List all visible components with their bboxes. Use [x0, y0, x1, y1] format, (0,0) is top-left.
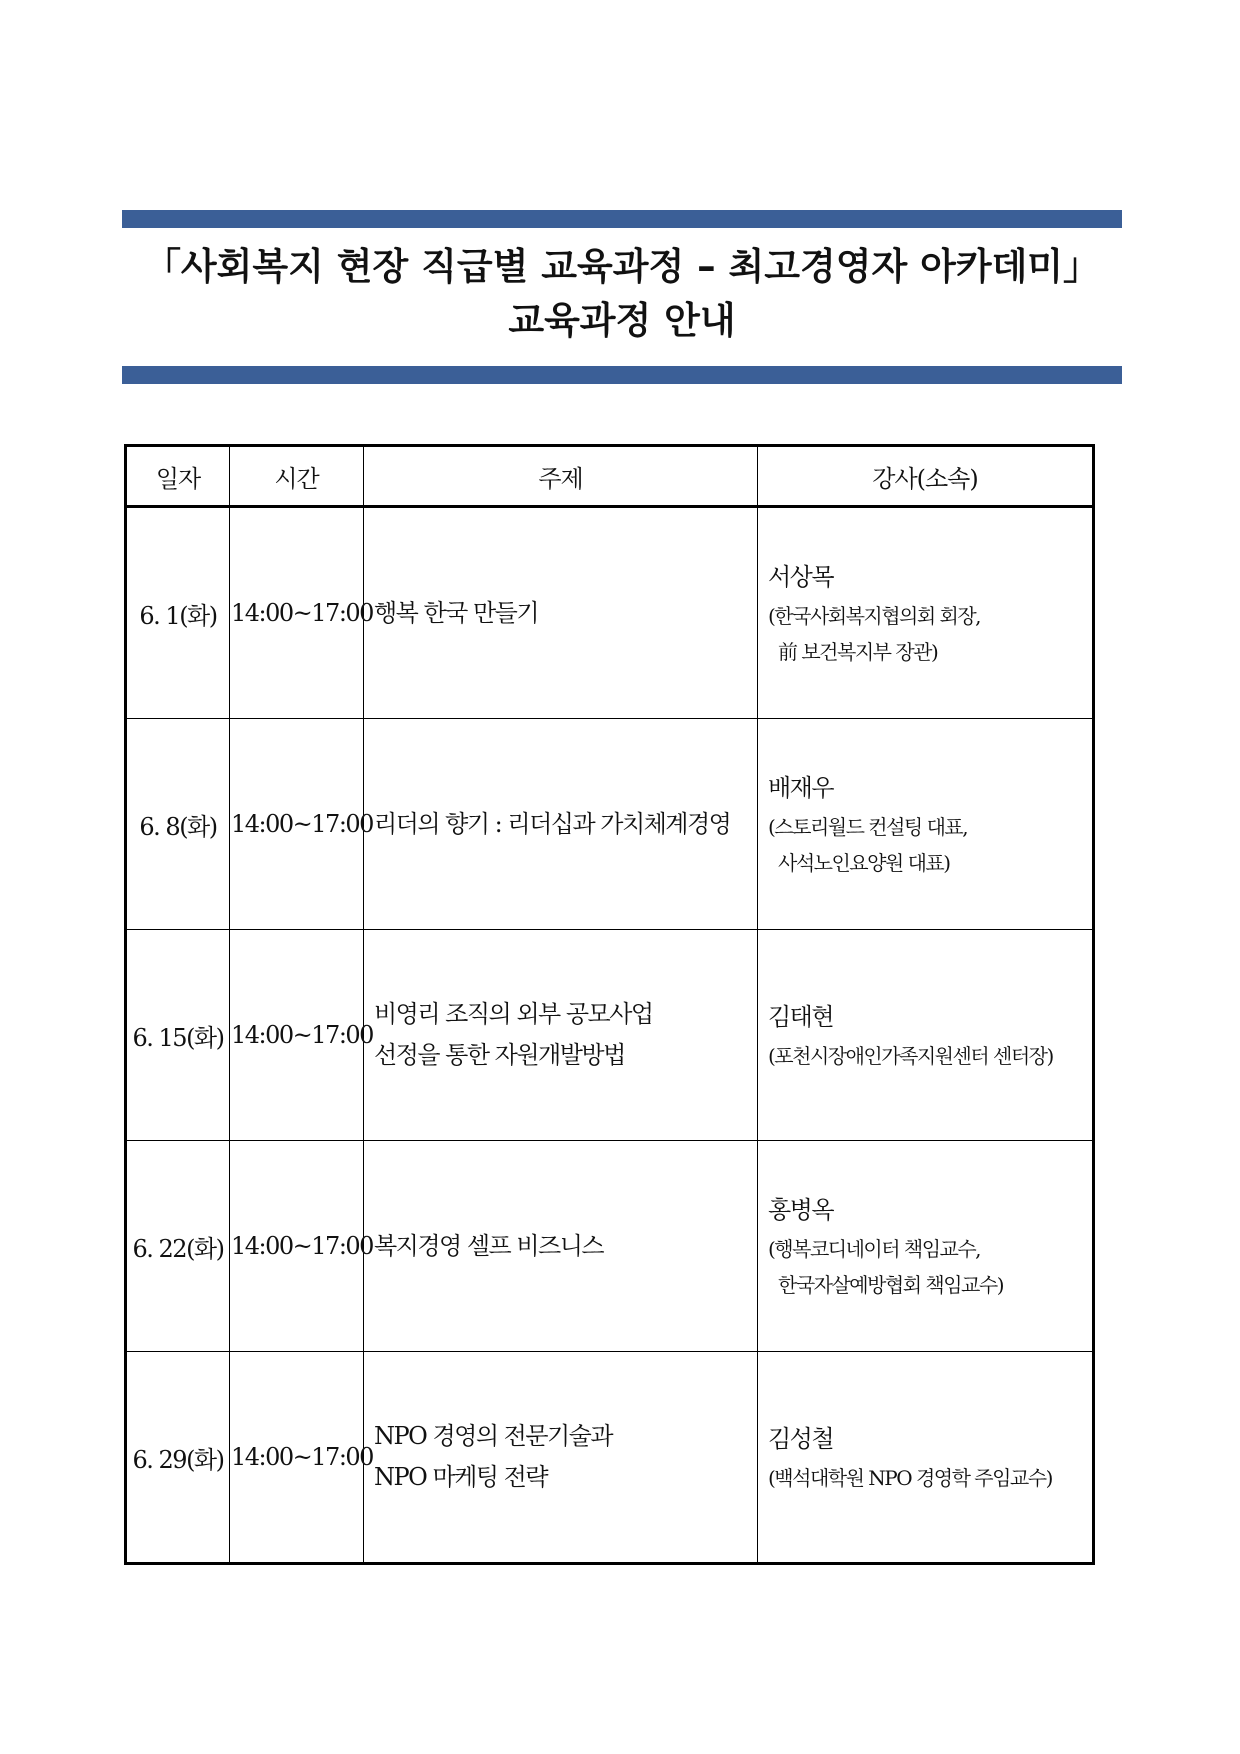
affiliation-line: (포천시장애인가족지원센터 센터장) [768, 1044, 1053, 1068]
speaker-name: 배재우 [768, 774, 834, 802]
time-cell: 14:00~17:00 [230, 1352, 364, 1564]
table-header-row [126, 446, 1094, 507]
speaker-affiliation [768, 598, 1091, 670]
date-cell: 6. 22(화) [126, 1141, 230, 1352]
schedule-table [124, 444, 1095, 1565]
table-row [126, 1352, 1094, 1564]
table-row [126, 1141, 1094, 1352]
date-cell: 6. 15(화) [126, 930, 230, 1141]
column-header-date: 일자 [126, 446, 230, 507]
topic-cell [364, 930, 758, 1141]
affiliation-line: (한국사회복지협의회 회장, [768, 604, 981, 628]
table-row [126, 719, 1094, 930]
speaker-affiliation [768, 809, 1091, 881]
affiliation-line: 한국자살예방협회 책임교수) [778, 1273, 1003, 1297]
topic-line: 복지경영 셀프 비즈니스 [374, 1231, 604, 1260]
topic-cell [364, 719, 758, 930]
topic-cell [364, 507, 758, 719]
speaker-cell [758, 1352, 1094, 1564]
speaker-affiliation [768, 1231, 1091, 1303]
time-cell: 14:00~17:00 [230, 719, 364, 930]
column-header-speaker: 강사(소속) [758, 446, 1094, 507]
affiliation-line: (백석대학원 NPO 경영학 주임교수) [768, 1466, 1052, 1490]
topic-line: 리더의 향기 : 리더십과 가치체계경영 [374, 809, 731, 838]
date-cell: 6. 1(화) [126, 507, 230, 719]
speaker-name: 김성철 [768, 1425, 834, 1453]
table-row [126, 930, 1094, 1141]
speaker-affiliation [768, 1460, 1091, 1496]
affiliation-line: (스토리월드 컨설팅 대표, [768, 815, 968, 839]
time-cell: 14:00~17:00 [230, 507, 364, 719]
topic-cell [364, 1141, 758, 1352]
title-line-2: 교육과정 안내 [508, 299, 736, 342]
speaker-name: 홍병옥 [768, 1196, 834, 1224]
time-cell: 14:00~17:00 [230, 930, 364, 1141]
speaker-cell [758, 719, 1094, 930]
date-cell: 6. 29(화) [126, 1352, 230, 1564]
topic-line: 행복 한국 만들기 [374, 598, 539, 627]
column-header-topic: 주제 [364, 446, 758, 507]
speaker-cell [758, 507, 1094, 719]
speaker-name: 김태현 [768, 1003, 834, 1031]
column-header-time: 시간 [230, 446, 364, 507]
topic-line: 선정을 통한 자원개발방법 [374, 1041, 625, 1069]
speaker-cell [758, 1141, 1094, 1352]
topic-line: NPO 경영의 전문기술과 [374, 1422, 613, 1450]
document-title [122, 240, 1122, 348]
topic-line: 비영리 조직의 외부 공모사업 [374, 1000, 653, 1028]
time-cell: 14:00~17:00 [230, 1141, 364, 1352]
topic-cell [364, 1352, 758, 1564]
date-cell: 6. 8(화) [126, 719, 230, 930]
affiliation-line: 사석노인요양원 대표) [778, 851, 950, 875]
affiliation-line: (행복코디네이터 책임교수, [768, 1237, 981, 1261]
table-row [126, 507, 1094, 719]
speaker-name: 서상목 [768, 563, 834, 591]
speaker-cell [758, 930, 1094, 1141]
bottom-accent-bar [122, 366, 1122, 384]
speaker-affiliation [768, 1038, 1091, 1074]
title-line-1: 「사회복지 현장 직급별 교육과정 – 최고경영자 아카데미」 [143, 245, 1101, 288]
topic-line: NPO 마케팅 전략 [374, 1463, 548, 1491]
top-accent-bar [122, 210, 1122, 228]
affiliation-line: 前 보건복지부 장관) [778, 640, 938, 664]
